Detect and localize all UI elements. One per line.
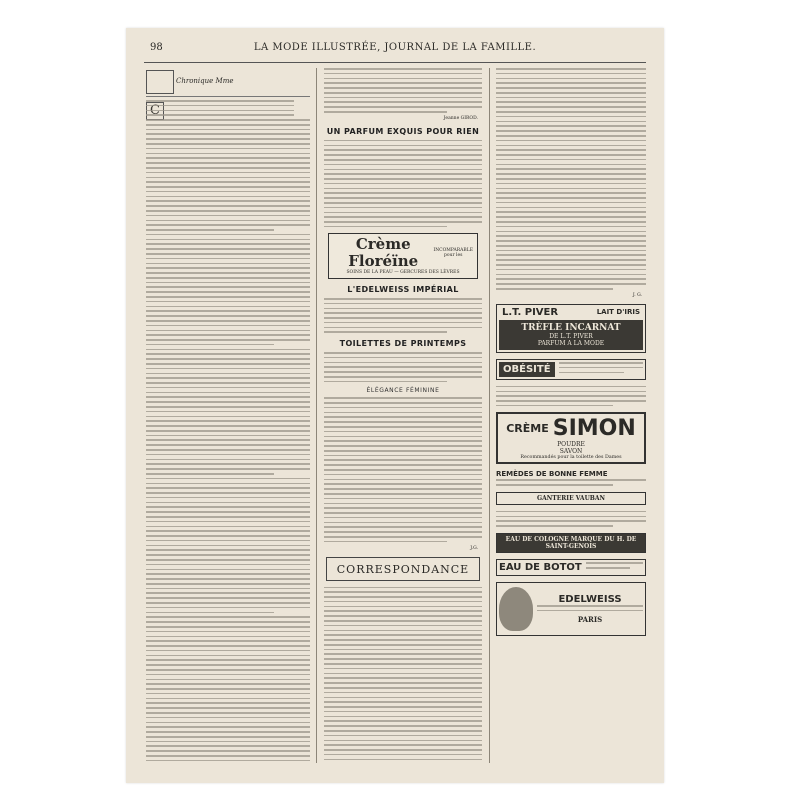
ad-obesite-title: OBÉSITÉ bbox=[499, 362, 555, 377]
heading-parfum: UN PARFUM EXQUIS POUR RIEN bbox=[326, 126, 480, 136]
ad-botot-title: EAU DE BOTOT bbox=[499, 561, 582, 573]
signature: Jeanne GIROD. bbox=[443, 115, 478, 121]
ad-floreine-tag: INCOMPARABLE pour les bbox=[433, 247, 473, 259]
ad-piver bbox=[496, 304, 646, 353]
ad-floreine-title: Crème Floréïne bbox=[348, 235, 419, 271]
ad-simon-savon: SAVON bbox=[559, 448, 583, 456]
ornament-banner bbox=[146, 68, 310, 97]
elegance-text bbox=[324, 397, 482, 542]
ad-remedes: REMÈDES DE BONNE FEMME bbox=[496, 470, 608, 479]
ad-misc-text bbox=[496, 511, 646, 527]
heading-elegance: ÉLÉGANCE FÉMININE bbox=[366, 387, 440, 395]
running-title: LA MODE ILLUSTRÉE, JOURNAL DE LA FAMILLE. bbox=[253, 42, 537, 53]
ad-trefle-sub: DE L.T. PIVER bbox=[549, 332, 593, 340]
ad-simon-name: SIMON bbox=[552, 416, 636, 442]
portrait-illustration bbox=[499, 587, 533, 631]
correspondance-text bbox=[324, 587, 482, 763]
edelweiss-text bbox=[324, 298, 482, 333]
ad-ganterie: GANTERIE VAUBAN bbox=[496, 492, 646, 505]
ad-floreine-sub: SOINS DE LA PEAU — GERCURES DES LÈVRES bbox=[346, 270, 460, 276]
ad-trefle-tag: PARFUM A LA MODE bbox=[537, 339, 605, 347]
column-2 bbox=[324, 68, 482, 763]
column-1 bbox=[146, 68, 310, 763]
column-divider bbox=[316, 68, 317, 763]
ad-trefle-title: TRÈFLE INCARNAT bbox=[521, 322, 621, 333]
chronique-body bbox=[146, 100, 310, 763]
ad-simon-poudre: POUDRE bbox=[557, 441, 585, 449]
column-divider bbox=[489, 68, 490, 763]
newspaper-page bbox=[126, 28, 664, 783]
ad-piver-product: LAIT D'IRIS bbox=[596, 308, 640, 317]
toilettes-text bbox=[324, 352, 482, 382]
ad-botot bbox=[496, 559, 646, 576]
ad-edelweiss bbox=[496, 582, 646, 636]
signature: J. G. bbox=[632, 292, 642, 298]
header-rule bbox=[144, 62, 646, 63]
heading-toilettes: TOILETTES DE PRINTEMPS bbox=[339, 339, 467, 349]
ad-edelweiss-title: EDELWEISS bbox=[558, 593, 622, 605]
chronique-header bbox=[146, 68, 310, 100]
correspondance-banner bbox=[326, 557, 480, 581]
heading-edelweiss: L'EDELWEISS IMPÉRIAL bbox=[347, 284, 459, 294]
ad-creme-floreine bbox=[328, 233, 478, 279]
ad-piver-name: L.T. PIVER bbox=[502, 306, 559, 318]
text-block bbox=[146, 100, 310, 763]
ad-text bbox=[496, 386, 646, 407]
ad-obesite bbox=[496, 359, 646, 380]
column-3 bbox=[496, 68, 646, 763]
signature: J.G. bbox=[470, 545, 478, 551]
correspondance-title: CORRESPONDANCE bbox=[336, 562, 470, 576]
ad-simon-creme: CRÈME bbox=[506, 422, 549, 436]
ad-creme-simon bbox=[496, 412, 646, 464]
page-header bbox=[126, 42, 664, 60]
ornament-icon bbox=[146, 70, 174, 94]
ad-simon-sub: Recommandés pour la toilette des Dames bbox=[520, 455, 622, 461]
section-title: Chronique Mme bbox=[176, 77, 234, 85]
parfum-text bbox=[324, 140, 482, 228]
intro-text bbox=[324, 68, 482, 113]
column-3-text bbox=[496, 68, 646, 290]
ad-eau-cologne: EAU DE COLOGNE MARQUE DU H. DE SAINT-GENOIS bbox=[496, 533, 646, 553]
ad-edelweiss-city: PARIS bbox=[577, 614, 603, 624]
page-number: 98 bbox=[150, 42, 163, 53]
ad-remedes-text bbox=[496, 479, 646, 485]
